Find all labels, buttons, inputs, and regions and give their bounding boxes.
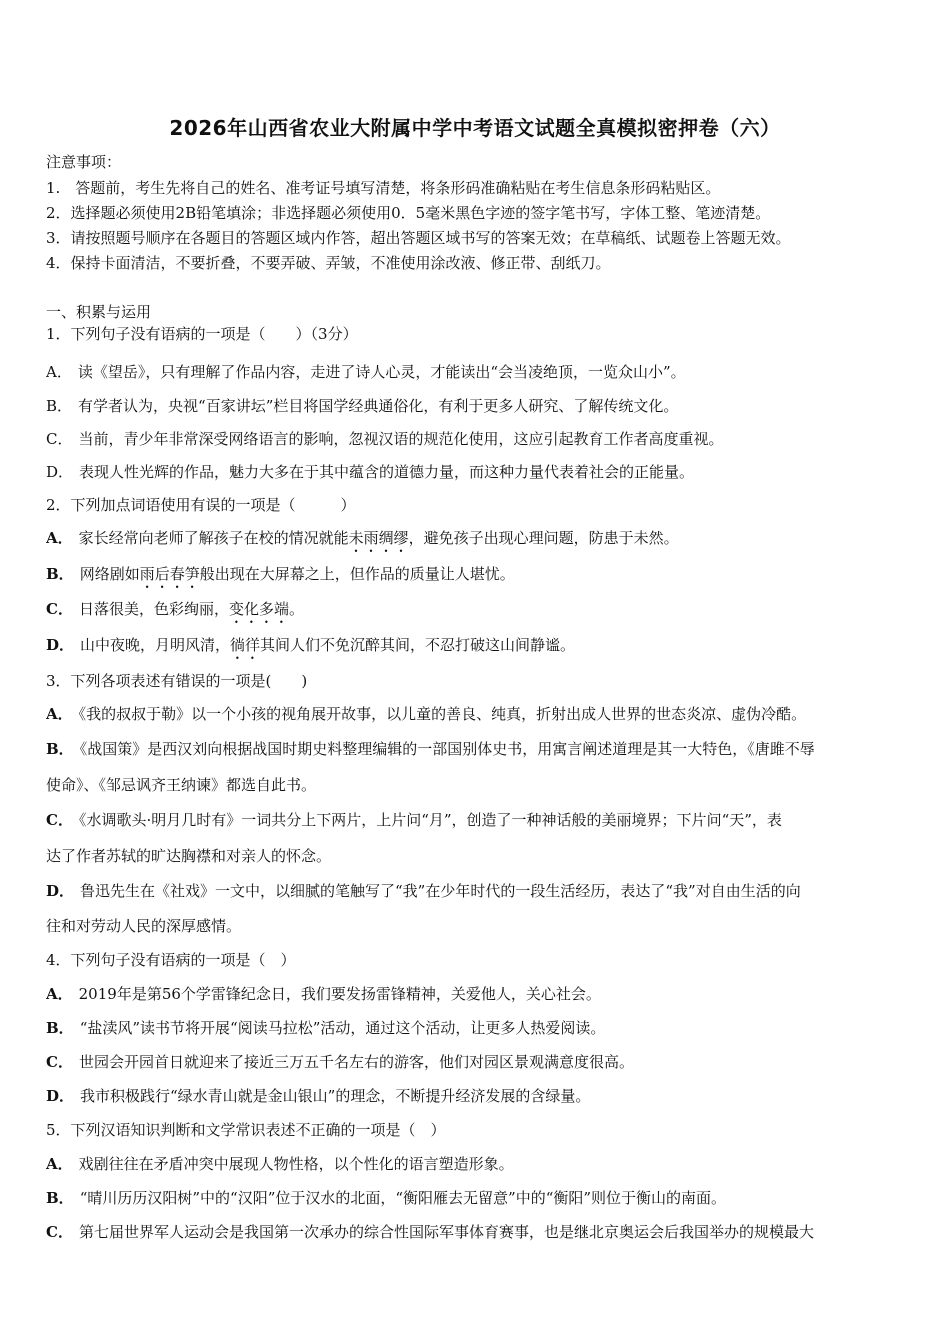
notice-heading: 注意事项： [46,153,122,171]
option-label: B． [46,1019,74,1037]
question-1-stem: 1．下列句子没有语病的一项是（ ）（3分） [46,325,358,343]
option-text-before: 日落很美，色彩绚丽， [78,600,229,618]
question-2-stem: 2．下列加点词语使用有误的一项是（ ） [46,496,356,514]
dotted-word: 未雨绸缪 [348,529,409,547]
question-2-option-c [46,599,908,627]
question-2-option-b [46,564,908,592]
option-label: A． [46,529,73,547]
option-text: “晴川历历汉阳树”中的“汉阳”位于汉水的北面，“衡阳雁去无留意”中的“衡阳”则位于衡山的南面。 [79,1189,727,1207]
option-text: 《我的叔叔于勒》以一个小孩的视角展开故事，以儿童的善良、纯真，折射出成人世界的世态炎凉、虚伪冷酷。 [78,705,807,723]
question-3-option-c-continuation: 达了作者苏轼的旷达胸襟和对亲人的怀念。 [46,847,332,865]
option-text-before: 家长经常向老师了解孩子在校的情况就能 [78,529,349,547]
option-text-after: 般出现在大屏幕之上，但作品的质量让人堪忧。 [199,565,515,583]
option-label: A． [46,1155,73,1173]
question-5-option-a [46,1154,908,1174]
notice-item-1: 1. 答题前，考生先将自己的姓名、准考证号填写清楚，将条形码准确粘贴在考生信息条形码粘贴区。 [46,179,721,197]
question-2-option-a [46,528,908,556]
option-text: 表现人性光辉的作品，魅力大多在于其中蕴含的道德力量，而这种力量代表着社会的正能量。 [79,463,695,481]
question-4-stem: 4．下列句子没有语病的一项是（ ） [46,951,296,969]
option-text: “盐渎风”读书节将开展“阅读马拉松”活动，通过这个活动，让更多人热爱阅读。 [79,1019,606,1037]
option-text: 第七届世界军人运动会是我国第一次承办的综合性国际军事体育赛事，也是继北京奥运会后我国举办的规模最大 [78,1223,814,1241]
question-3-option-d-continuation: 往和对劳动人民的深厚感情。 [46,917,242,935]
question-1-option-c [46,429,908,449]
notice-item-4: 4．保持卡面清洁，不要折叠，不要弄破、弄皱，不准使用涂改液、修正带、刮纸刀。 [46,254,611,272]
question-1-option-a [46,362,908,382]
dotted-word: 徜徉 [230,636,261,654]
dotted-word: 变化多端 [228,600,289,618]
option-text: 有学者认为，央视“百家讲坛”栏目将国学经典通俗化，有利于更多人研究、了解传统文化。 [78,397,679,415]
notice-item-3: 3．请按照题号顺序在各题目的答题区域内作答，超出答题区域书写的答案无效；在草稿纸、试题卷上答题无效。 [46,229,791,247]
option-text: 当前，青少年非常深受网络语言的影响，忽视汉语的规范化使用，这应引起教育工作者高度重视。 [78,430,724,448]
option-label: C． [46,430,73,448]
question-3-option-d [46,881,908,901]
option-text-after: 其间人们不免沉醉其间，不忍打破这山间静谧。 [260,636,576,654]
option-label: C． [46,1223,73,1241]
option-text: 我市积极践行“绿水青山就是金山银山”的理念，不断提升经济发展的含绿量。 [80,1087,591,1105]
option-text-after: 。 [288,600,304,618]
question-3-option-a [46,704,908,724]
question-4-option-d [46,1086,908,1106]
question-1-option-b [46,396,908,416]
question-4-option-b [46,1018,908,1038]
question-5-option-c [46,1222,908,1242]
option-text-before: 网络剧如 [79,565,140,583]
option-label: B． [46,740,74,758]
option-label: D． [46,463,74,481]
option-text: 2019年是第56个学雷锋纪念日，我们要发扬雷锋精神，关爱他人，关心社会。 [78,985,601,1003]
question-5-option-b [46,1188,908,1208]
notice-item-2: 2．选择题必须使用2B铅笔填涂；非选择题必须使用0．5毫米黑色字迹的签字笔书写，字体工整、笔迹清楚。 [46,204,771,222]
option-text: 鲁迅先生在《社戏》一文中，以细腻的笔触写了“我”在少年时代的一段生活经历，表达了“我”对自由生活的向 [80,882,801,900]
question-3-option-c [46,810,908,830]
option-label: C． [46,600,73,618]
option-label: B． [46,397,73,415]
option-label: A． [46,985,73,1003]
question-4-option-c [46,1052,908,1072]
option-label: D． [46,882,75,900]
option-text-after: ，避免孩子出现心理问题，防患于未然。 [408,529,679,547]
option-label: C． [46,811,73,829]
question-3-option-b [46,739,908,759]
question-2-option-d [46,635,908,663]
dotted-word: 雨后春笋 [139,565,200,583]
option-label: D． [46,636,75,654]
option-text: 世园会开园首日就迎来了接近三万五千名左右的游客，他们对园区景观满意度很高。 [78,1053,634,1071]
question-1-option-d [46,462,908,482]
option-label: D． [46,1087,75,1105]
question-5-stem: 5．下列汉语知识判断和文学常识表述不正确的一项是（ ） [46,1121,446,1139]
question-3-stem: 3．下列各项表述有错误的一项是( ) [46,672,308,690]
option-text: 《战国策》是西汉刘向根据战国时期史料整理编辑的一部国别体史书，用寓言阐述道理是其一大特色，《唐雎不辱 [79,740,815,758]
option-text-before: 山中夜晚，月明风清， [80,636,231,654]
section-heading: 一、积累与运用 [46,303,152,321]
question-3-option-b-continuation: 使命》、《邹忌讽齐王纳谏》都选自此书。 [46,776,317,794]
option-text: 戏剧往往在矛盾冲突中展现人物性格，以个性化的语言塑造形象。 [78,1155,514,1173]
option-label: A． [46,363,72,381]
option-text: 读《望岳》，只有理解了作品内容，走进了诗人心灵，才能读出“会当凌绝顶，一览众山小”。 [77,363,686,381]
option-label: B． [46,1189,74,1207]
option-label: A． [46,705,73,723]
question-4-option-a [46,984,908,1004]
option-text: 《水调歌头·明月几时有》一词共分上下两片，上片问“月”，创造了一种神话般的美丽境界；下片问“天”，表 [78,811,782,829]
option-label: C． [46,1053,73,1071]
option-label: B． [46,565,74,583]
document-title: 2026年山西省农业大附属中学中考语文试题全真模拟密押卷（六） [169,116,781,140]
